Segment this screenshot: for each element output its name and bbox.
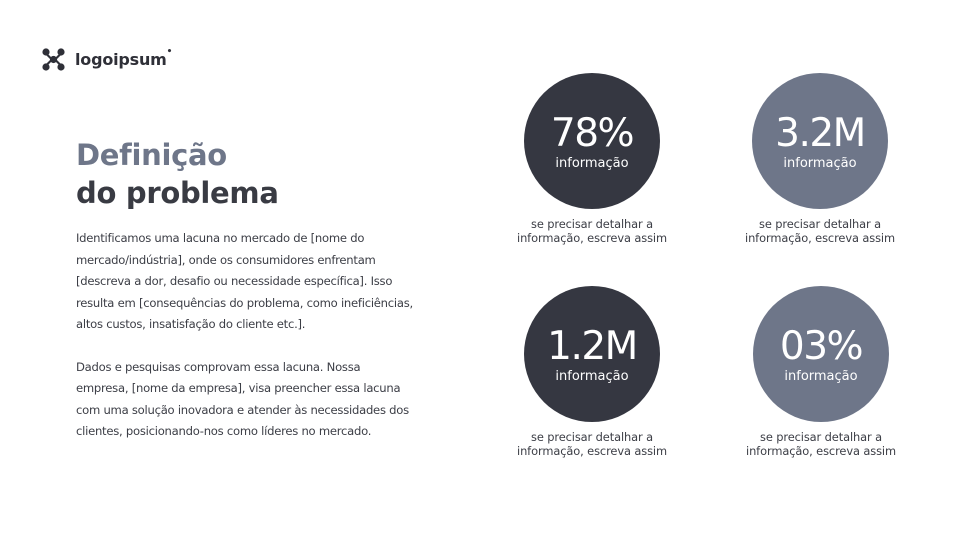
stat-description [492,217,692,245]
stat-label: informação [555,369,629,384]
logo-mark-icon [40,46,67,73]
stat-description-line-2: informação, escreva assim [745,231,895,245]
stat-description-line-2: informação, escreva assim [517,444,667,458]
logo-text: logoipsum• [75,47,173,69]
stat-circle [524,73,660,209]
stat-value: 3.2M [775,111,865,156]
stat-value: 03% [779,324,863,369]
problem-description [76,228,416,443]
paragraph-2: Dados e pesquisas comprovam essa lacuna. Nossa empresa, [nome da empresa], visa preencher essa lacuna com uma solução inovadora e atender às necessidades dos clientes, posicionando-nos como líderes no mercado. [76,359,409,438]
stat-value: 1.2M [547,324,637,369]
stat-label: informação [783,156,857,171]
page-title [76,136,279,212]
stat-circle [753,286,889,422]
stat-circle [524,286,660,422]
stat-description-line-1: se precisar detalhar a [758,217,881,231]
stat-description-line-1: se precisar detalhar a [759,430,882,444]
stat-description-line-2: informação, escreva assim [746,444,896,458]
stat-value: 78% [550,111,634,156]
logo [40,46,172,73]
paragraph-1: Identificamos uma lacuna no mercado de [nome do mercado/indústria], onde os consumidores enfrentam [descreva a dor, desafio ou necessidade específica]. Isso resulta em [consequências do problema, como ineficiências, altos custos, insatisfação do cliente etc.]. [76,231,413,331]
stat-description-line-1: se precisar detalhar a [530,217,653,231]
stat-label: informação [784,369,858,384]
stat-card [720,73,920,245]
title-line-2: do problema [76,176,279,210]
stat-description [720,217,920,245]
stat-description [492,430,692,458]
stat-description-line-1: se precisar detalhar a [530,430,653,444]
stat-description-line-2: informação, escreva assim [517,231,667,245]
title-line-1: Definição [76,138,227,172]
stat-card [492,73,692,245]
stat-card [721,286,921,458]
stat-circle [752,73,888,209]
stat-label: informação [555,156,629,171]
stat-description [721,430,921,458]
stat-card [492,286,692,458]
